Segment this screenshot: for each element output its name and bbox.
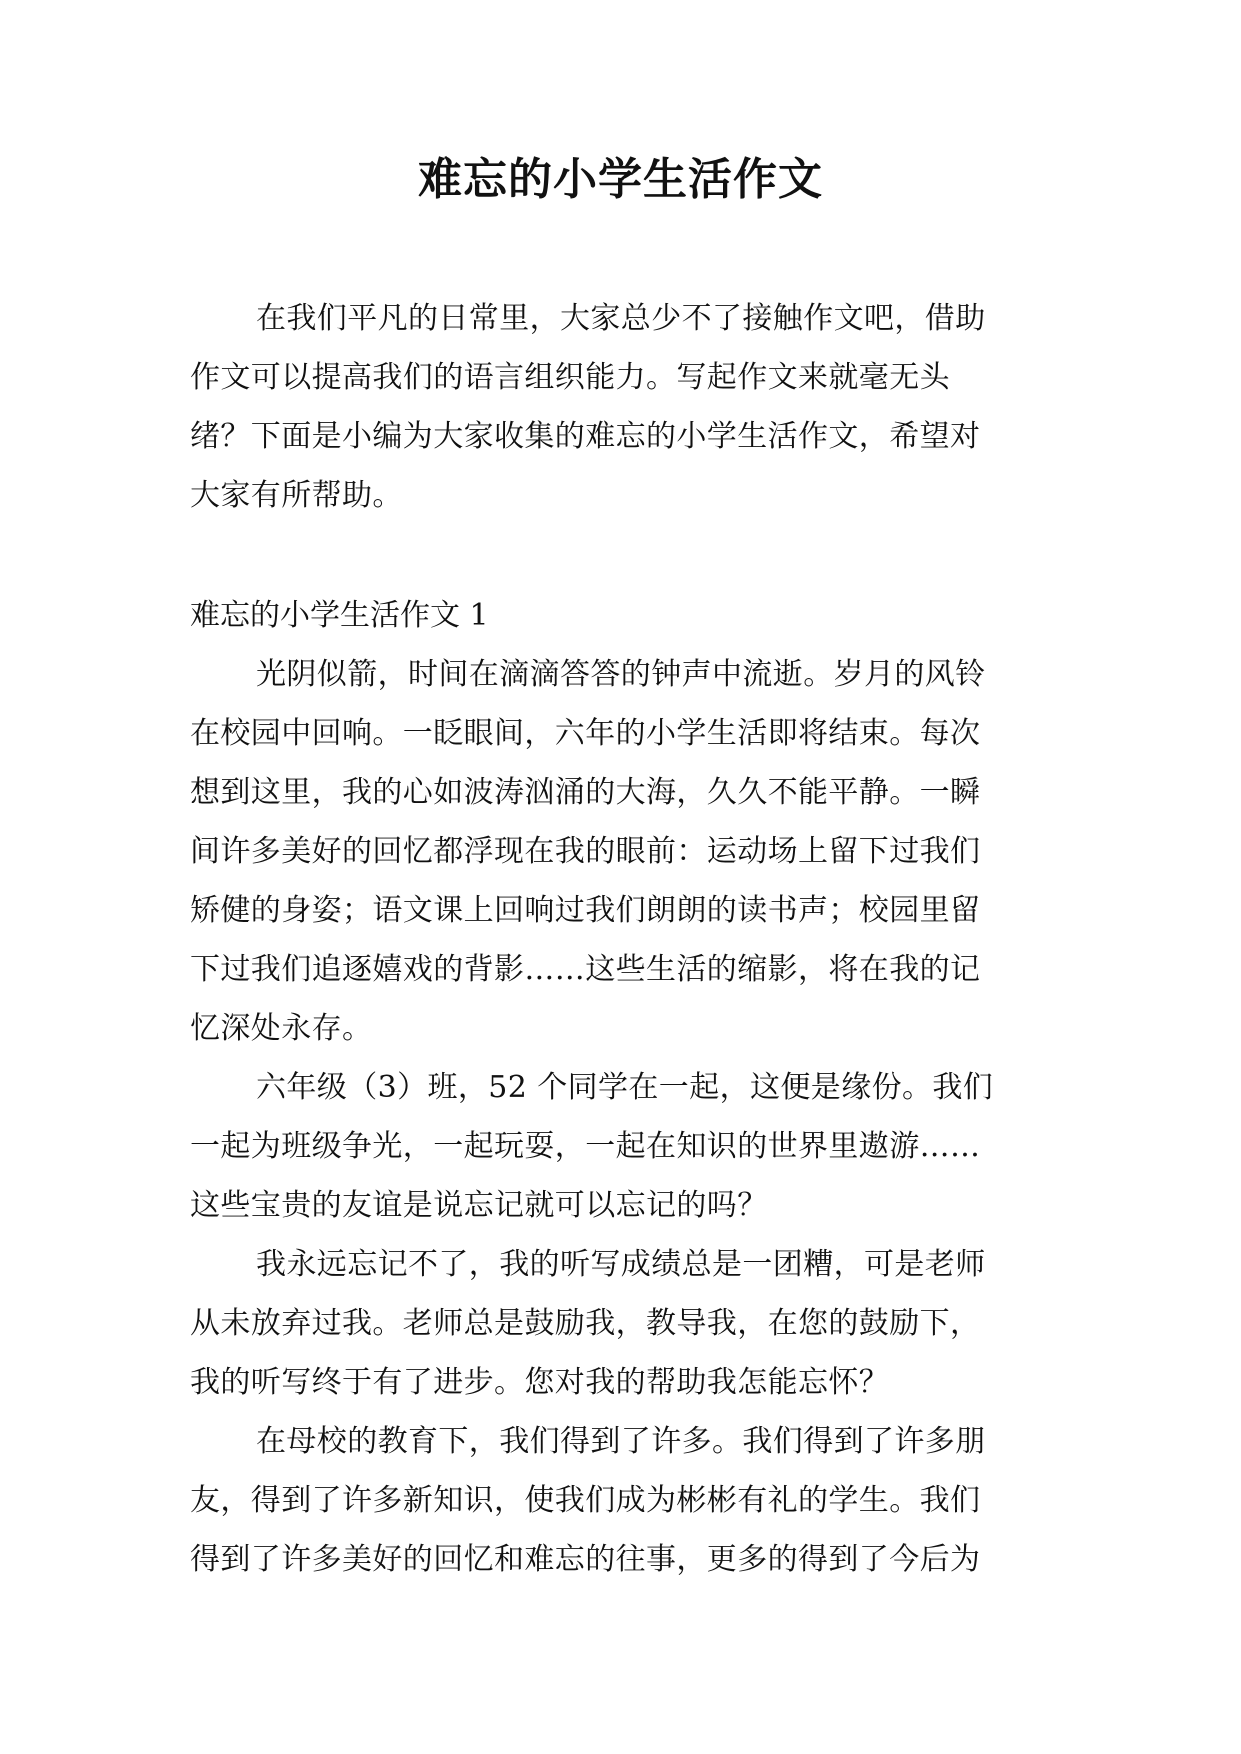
text-line: 下过我们追逐嬉戏的背影……这些生活的缩影，将在我的记 [190,952,981,987]
text-line: 在母校的教育下，我们得到了许多。我们得到了许多朋 [256,1424,986,1459]
body-paragraph [190,645,1065,1058]
text-line: 矫健的身姿；语文课上回响过我们朗朗的读书声；校园里留 [190,893,981,928]
document-body [190,289,1065,1589]
text-line: 想到这里，我的心如波涛汹涌的大海，久久不能平静。一瞬 [190,775,981,810]
text-line: 六年级（3）班，52 个同学在一起，这便是缘份。我们 [256,1070,994,1105]
text-line: 得到了许多美好的回忆和难忘的往事，更多的得到了今后为 [190,1542,981,1577]
body-paragraph [190,1058,1065,1235]
text-line: 大家有所帮助。 [190,478,403,513]
text-line: 从未放弃过我。老师总是鼓励我，教导我，在您的鼓励下， [190,1306,981,1341]
document-title: 难忘的小学生活作文 [418,154,823,205]
text-line: 在校园中回响。一眨眼间，六年的小学生活即将结束。每次 [190,716,981,751]
text-line: 作文可以提高我们的语言组织能力。写起作文来就毫无头 [190,360,950,395]
text-line: 忆深处永存。 [190,1011,373,1046]
paragraph-spacer [190,525,1065,586]
intro-paragraph [190,289,1065,525]
body-paragraph [190,1235,1065,1412]
section-heading: 难忘的小学生活作文 1 [190,598,489,633]
text-line: 友，得到了许多新知识，使我们成为彬彬有礼的学生。我们 [190,1483,981,1518]
text-line: 在我们平凡的日常里，大家总少不了接触作文吧，借助 [256,301,986,336]
text-line: 我的听写终于有了进步。您对我的帮助我怎能忘怀？ [190,1365,890,1400]
text-line: 光阴似箭，时间在滴滴答答的钟声中流逝。岁月的风铃 [256,657,986,692]
text-line: 一起为班级争光，一起玩耍，一起在知识的世界里遨游…… [190,1129,981,1164]
body-paragraph [190,1412,1065,1589]
text-line: 这些宝贵的友谊是说忘记就可以忘记的吗？ [190,1188,768,1223]
text-line: 间许多美好的回忆都浮现在我的眼前：运动场上留下过我们 [190,834,981,869]
text-line: 我永远忘记不了，我的听写成绩总是一团糟，可是老师 [256,1247,986,1282]
text-line: 绪？下面是小编为大家收集的难忘的小学生活作文，希望对 [190,419,981,454]
